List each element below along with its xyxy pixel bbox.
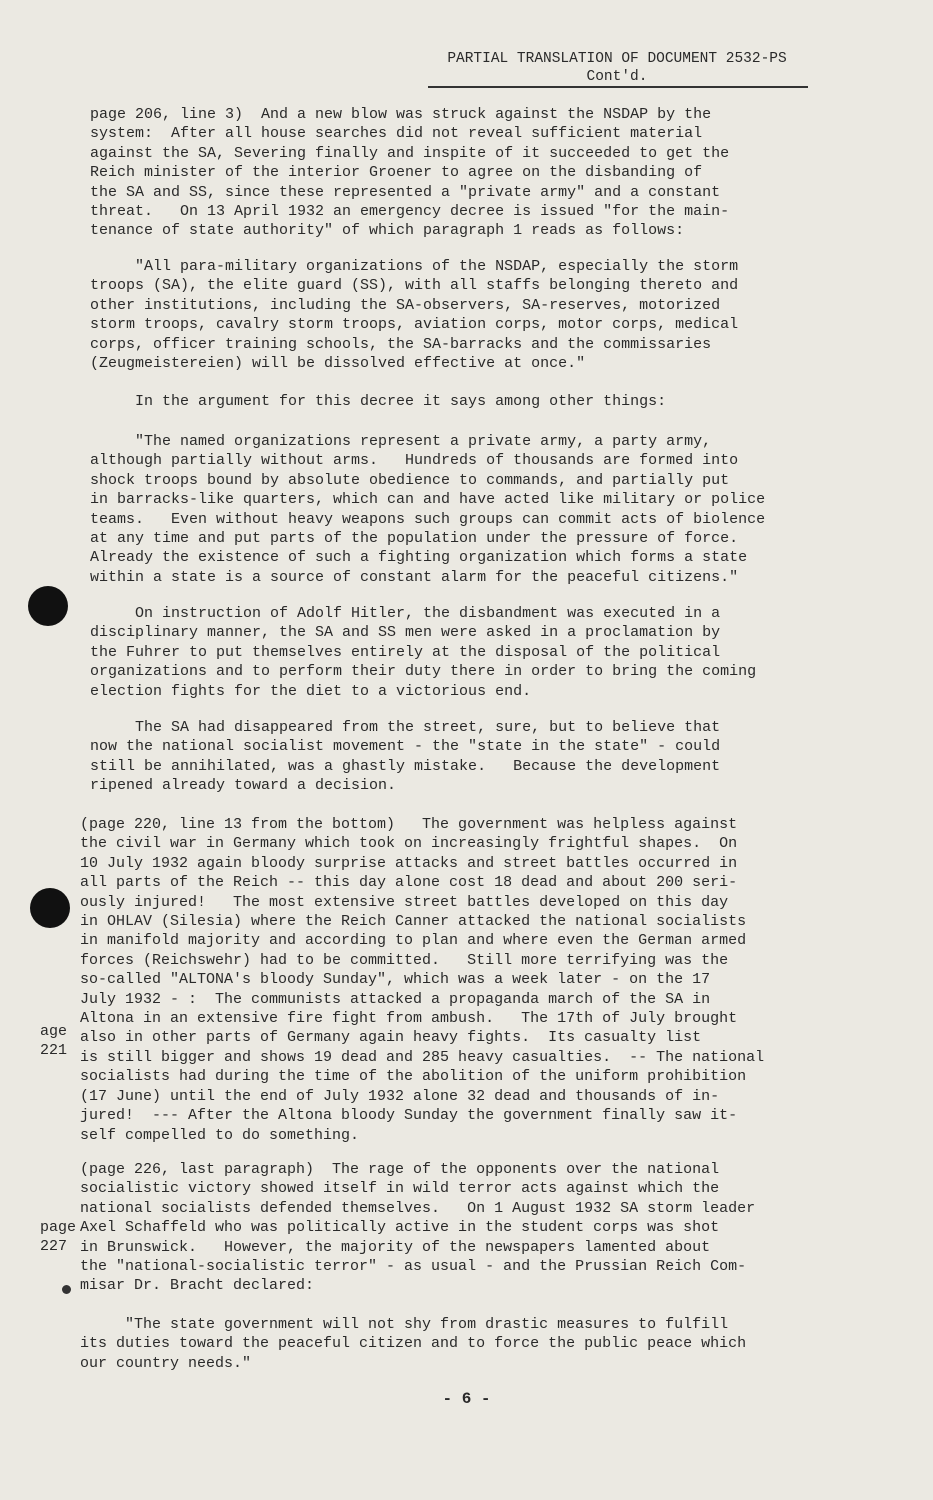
paragraph-page-226: (page 226, last paragraph) The rage of the opponents over the national socialistic victory showed itself in wild terror acts against which the national socialists defended themselves. On 1 August 1932 SA storm leader Axel Schaffeld who was politically active in the student corps was shot in Brunswick. However, the majority of the newspapers lamented about the "national-socialistic terror" - as usual - and the Prussian Reich Com- misar Dr. Bracht declared:	[80, 1161, 756, 1295]
document-subtitle: Cont'd.	[586, 69, 648, 85]
margin-note-page-221: age 221	[40, 1023, 68, 1060]
paragraph-hitler-instruction: On instruction of Adolf Hitler, the disbandment was executed in a disciplinary manner, the SA and SS men were asked in a proclamation by the Fuhrer to put themselves entirely at the disposal of the political organizations and to perform their duty there in order to bring the coming election fights for the diet to a victorious end.	[90, 605, 757, 700]
paragraph-page-206: page 206, line 3) And a new blow was struck against the NSDAP by the system: After all house searches did not reveal sufficient material against the SA, Severing finally and inspite of it succeeded to get the Reich minister of the interior Groener to agree on the disbanding of the SA and SS, since these represented a "private army" and a constant threat. On 13 April 1932 an emergency decree is issued "for the main- tenance of state authority" of which paragraph 1 reads as follows:	[90, 106, 730, 240]
paragraph-page-220: (page 220, line 13 from the bottom) The government was helpless against the civil war in Germany which took on increasingly frightful shapes. On 10 July 1932 again bloody surprise attacks and street battles occurred in all parts of the Reich -- this day alone cost 18 dead and about 200 seri- ously injured! The most extensive street battles developed on this day in OHLAV (Silesia) where the Reich Canner attacked the national socialists in manifold majority and according to plan and where even the German armed forces (Reichswehr) had to be committed. Still more terrifying was the so-called "ALTONA's bloody Sunday", which was a week later - on the 17 July 1932 - : The communists attacked a propaganda march of the SA in Altona in an extensive fire fight from ambush. The 17th of July brought also in other parts of Germany again heavy fights. Its casualty list is still bigger and shows 19 dead and 285 heavy casualties. -- The national socialists had during the time of the abolition of the uniform prohibition (17 June) until the end of July 1932 alone 32 dead and thousands of in- jured! --- After the Altona bloody Sunday the government finally saw it- self compelled to do something.	[80, 816, 765, 1144]
header-underline	[428, 86, 808, 88]
punch-hole	[28, 586, 68, 626]
page-number: - 6 -	[442, 1390, 491, 1408]
document-header	[428, 50, 806, 86]
ink-dot	[62, 1285, 71, 1294]
paragraph-decree-quote: "All para-military organizations of the NSDAP, especially the storm troops (SA), the elite guard (SS), with all staffs belonging thereto and other institutions, including the SA-observers, SA-reserves, motorized storm troops, cavalry storm troops, aviation corps, motor corps, medical corps, officer training schools, the SA-barracks and the commissaries (Zeugmeistereien) will be dissolved effective at once."	[90, 258, 739, 373]
punch-hole	[30, 888, 70, 928]
paragraph-argument-intro: In the argument for this decree it says among other things:	[90, 393, 667, 410]
paragraph-state-government-quote: "The state government will not shy from drastic measures to fulfill its duties toward the peaceful citizen and to force the public peace which our country needs."	[80, 1316, 747, 1372]
document-title: PARTIAL TRANSLATION OF DOCUMENT 2532-PS	[447, 51, 787, 67]
paragraph-argument-quote: "The named organizations represent a private army, a party army, although partially without arms. Hundreds of thousands are formed into shock troops bound by absolute obedience to commands, and partially put in barracks-like quarters, which can and have acted like military or police teams. Even without heavy weapons such groups can commit acts of biolence at any time and put parts of the population under the pressure of force. Already the existence of such a fighting organization which forms a state within a state is a source of constant alarm for the peaceful citizens."	[90, 433, 766, 586]
margin-note-page-227: page 227	[40, 1219, 77, 1256]
paragraph-sa-disappeared: The SA had disappeared from the street, sure, but to believe that now the national socialist movement - the "state in the state" - could still be annihilated, was a ghastly mistake. Because the development ripened already toward a decision.	[90, 719, 721, 795]
